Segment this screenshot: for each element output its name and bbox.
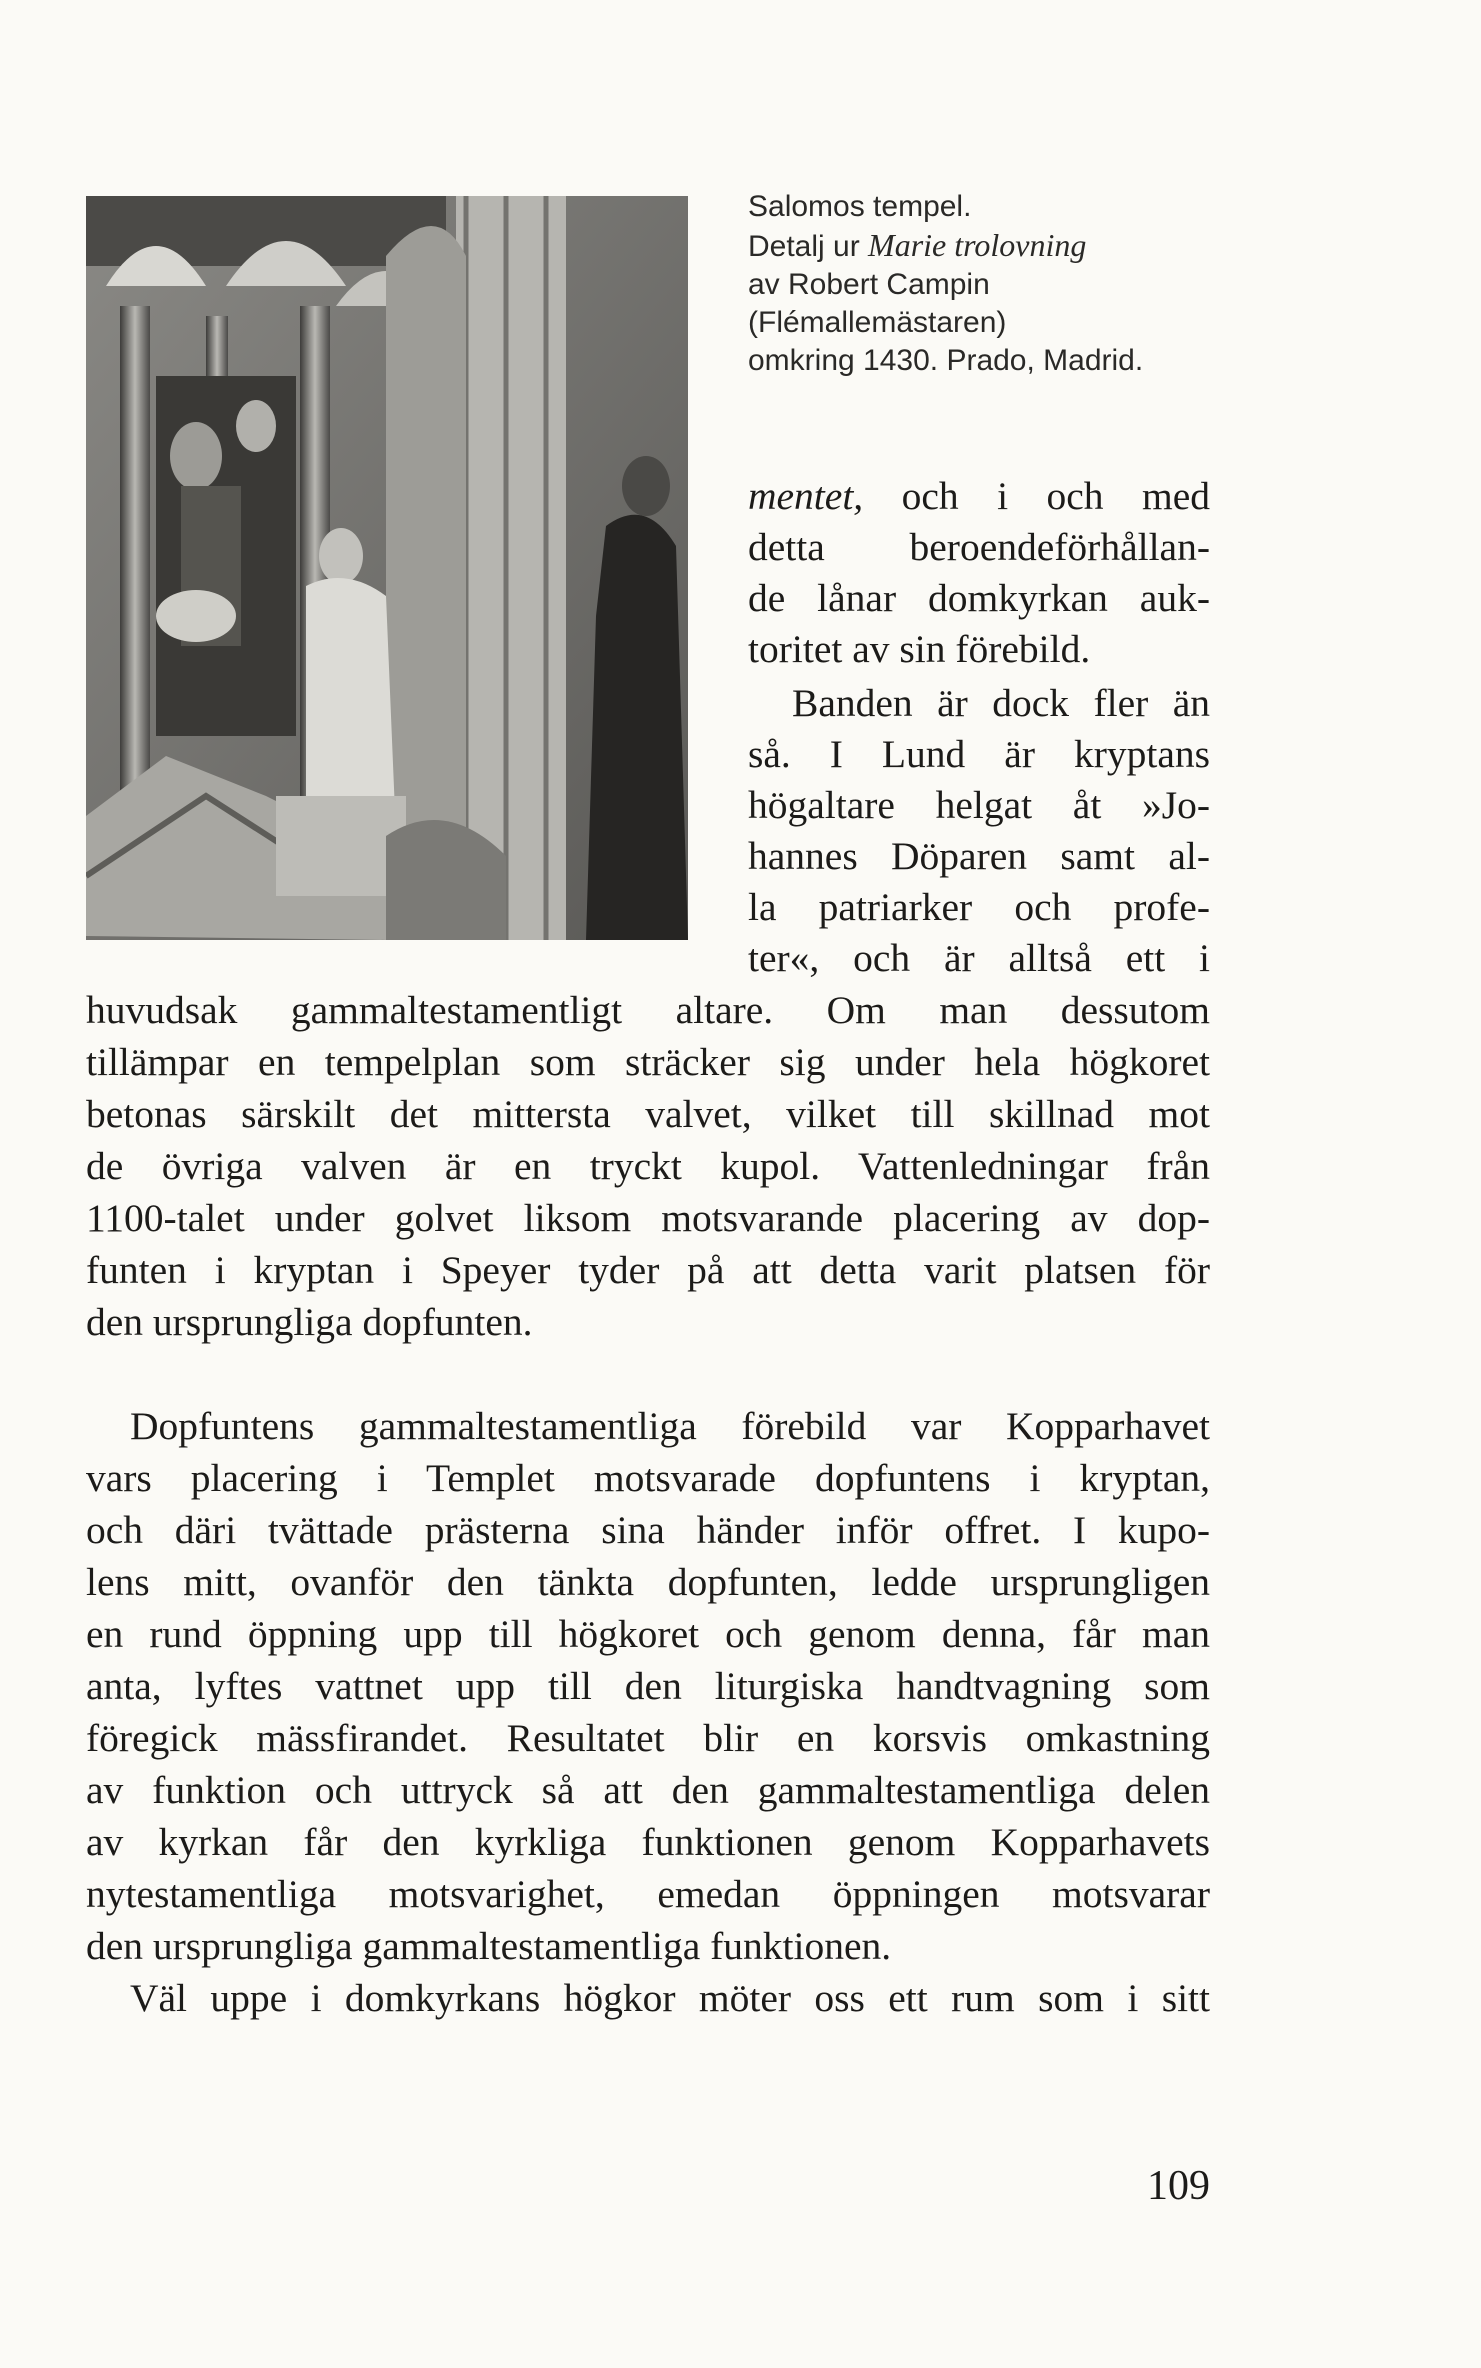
body-line: la patriarker och profe-: [748, 885, 1210, 929]
body-line: av kyrkan får den kyrkliga funktionen genom Kopparhavets: [86, 1820, 1210, 1864]
body-line: Väl uppe i domkyrkans högkor möter oss ett rum som i sitt: [130, 1976, 1210, 2020]
caption-line: Salomos tempel.: [748, 190, 972, 223]
body-line: den ursprungliga gammaltestamentliga funktionen.: [86, 1924, 892, 1968]
body-line: den ursprungliga dopfunten.: [86, 1300, 533, 1344]
body-line: hannes Döparen samt al-: [748, 834, 1210, 878]
painting-illustration: [86, 196, 688, 940]
italic-word: mentet,: [748, 474, 864, 518]
body-line: tillämpar en tempelplan som sträcker sig under hela högkoret: [86, 1040, 1210, 1084]
body-line: toritet av sin förebild.: [748, 627, 1091, 671]
body-line: lens mitt, ovanför den tänkta dopfunten, ledde ursprungligen: [86, 1560, 1210, 1604]
body-line: nytestamentliga motsvarighet, emedan öppningen motsvarar: [86, 1872, 1210, 1916]
caption-line: [748, 226, 1268, 266]
body-line: Dopfuntens gammaltestamentliga förebild var Kopparhavet: [130, 1404, 1210, 1448]
body-line: högaltare helgat åt »Jo-: [748, 783, 1210, 827]
body-line: av funktion och uttryck så att den gammaltestamentliga delen: [86, 1768, 1210, 1812]
body-line: och däri tvättade prästerna sina händer inför offret. I kupo-: [86, 1508, 1210, 1552]
caption-artwork-title: Marie trolovning: [868, 227, 1087, 263]
page-number: 109: [1147, 2163, 1210, 2209]
body-line: ter«, och är alltså ett i: [748, 936, 1210, 980]
body-line: de övriga valven är en tryckt kupol. Vattenledningar från: [86, 1144, 1210, 1188]
body-line: mentet, och i och med: [748, 474, 1210, 518]
body-line: 1100-talet under golvet liksom motsvarande placering av dop-: [86, 1196, 1210, 1240]
body-line: Banden är dock fler än: [792, 681, 1210, 725]
caption-line: omkring 1430. Prado, Madrid.: [748, 344, 1144, 377]
figure-caption: [748, 188, 1268, 380]
body-line: så. I Lund är kryptans: [748, 732, 1210, 776]
body-line: vars placering i Templet motsvarade dopfuntens i kryptan,: [86, 1456, 1210, 1500]
caption-prefix: Detalj ur: [748, 230, 869, 263]
body-line: de lånar domkyrkan auk-: [748, 576, 1210, 620]
body-line: funten i kryptan i Speyer tyder på att detta varit platsen för: [86, 1248, 1210, 1292]
caption-line: (Flémallemästaren): [748, 306, 1007, 339]
body-line: detta beroendeförhållan-: [748, 525, 1210, 569]
caption-line: av Robert Campin: [748, 268, 990, 301]
body-line: föregick mässfirandet. Resultatet blir en korsvis omkastning: [86, 1716, 1210, 1760]
body-line: huvudsak gammaltestamentligt altare. Om man dessutom: [86, 988, 1210, 1032]
body-line: anta, lyftes vattnet upp till den liturgiska handtvagning som: [86, 1664, 1210, 1708]
painting-image: [86, 196, 688, 940]
body-line: en rund öppning upp till högkoret och genom denna, får man: [86, 1612, 1210, 1656]
body-line: betonas särskilt det mittersta valvet, vilket till skillnad mot: [86, 1092, 1210, 1136]
